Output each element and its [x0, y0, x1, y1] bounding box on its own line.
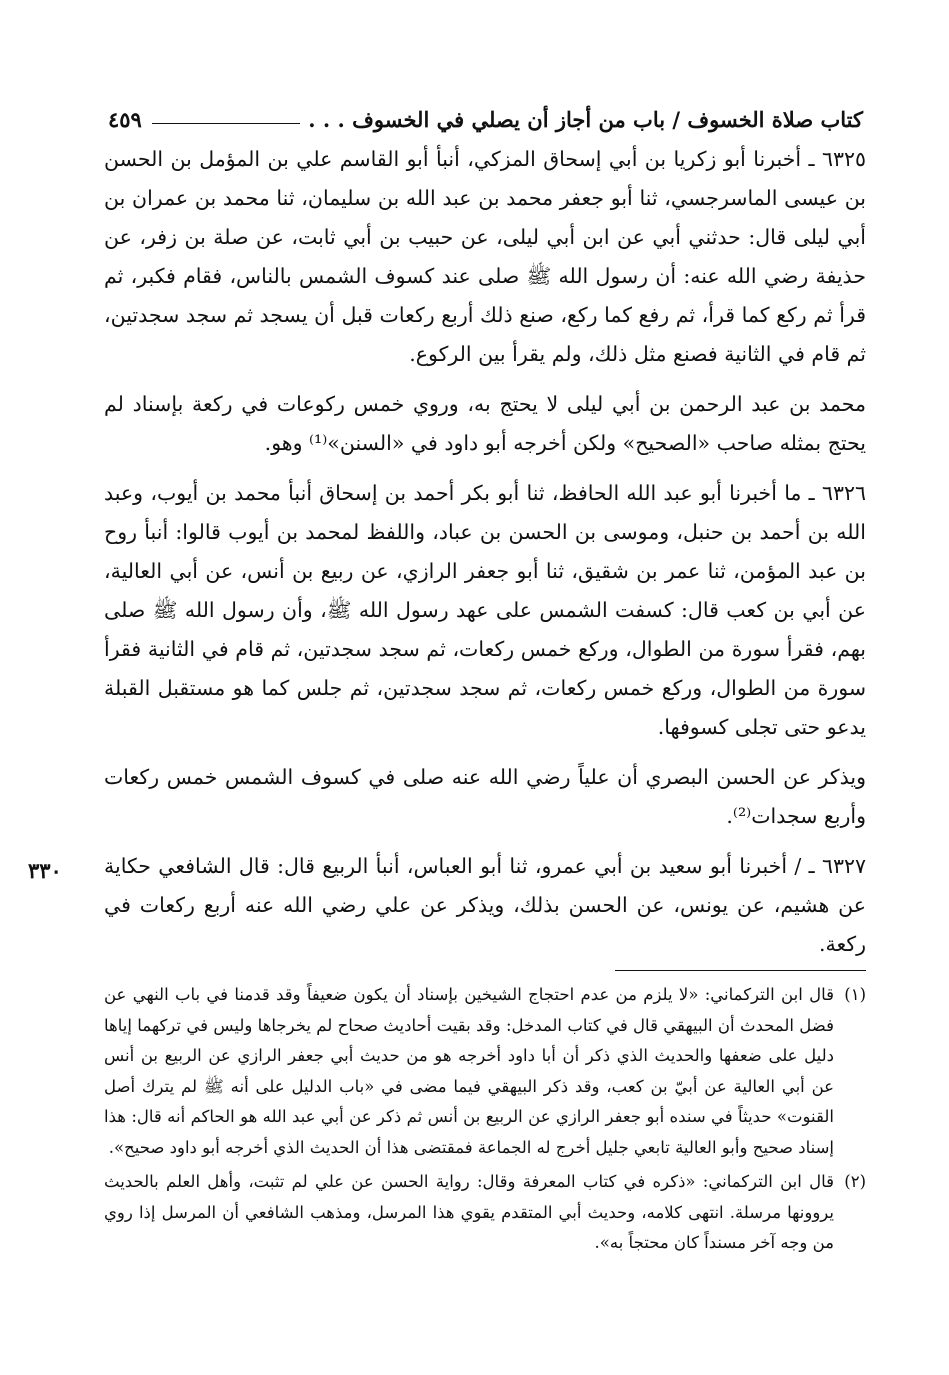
paragraph-hadith-6325: ٦٣٢٥ ـ أخبرنا أبو زكريا بن أبي إسحاق المزكي، أنبأ أبو القاسم علي بن المؤمل بن الحسن بن عيسى الماسرجسي، ثنا أبو جعفر محمد بن عبد الله بن سليمان، ثنا محمد بن عمران بن أبي ليلى قال: حدثني أبي عن ابن أبي ليلى، عن حبيب بن أبي ثابت، عن صلة بن زفر، عن حذيفة رضي الله عنه: أن رسول الله ﷺ صلى عند كسوف الشمس بالناس، فقام فكبر، ثم قرأ ثم ركع كما قرأ، ثم رفع كما ركع، صنع ذلك أربع ركعات قبل أن يسجد ثم سجد سجدتين، ثم قام في الثانية فصنع مثل ذلك، ولم يقرأ بين الركوع. — [104, 147, 866, 366]
paragraph-comment-2: ويذكر عن الحسن البصري أن علياً رضي الله عنه صلى في كسوف الشمس خمس ركعات وأربع سجدات⁽²⁾. — [104, 765, 866, 828]
footnote-text: قال ابن التركماني: «لا يلزم من عدم احتجاج الشيخين بإسناد أن يكون ضعيفاً وقد قدمنا في باب النهي عن فضل المحدث أن البيهقي قال في كتاب المدخل: وقد بقيت أحاديث صحاح لم يخرجاها وليس في تركهما إياها دليل على ضعفها والحديث الذي ذكر أن أبا داود أخرجه هو من حديث أبي جعفر الرازي عن الربيع بن أنس عن أبي العالية عن أبيّ بن كعب، وقد ذكر البيهقي فيما مضى في «باب الدليل على أنه ﷺ لم يترك أصل القنوت» حديثاً في سنده أبو جعفر الرازي عن الربيع بن أنس ثم ذكر عن أبي عبد الله هو الحاكم أنه قال: هذا إسناد صحيح وأبو العالية تابعي جليل أخرج له الجماعة فمقتضى هذا أن الحديث الذي أخرجه أبو داود صحيح». — [104, 985, 834, 1157]
footnote-marker: (٢) — [844, 1172, 866, 1191]
paragraph-hadith-6326: ٦٣٢٦ ـ ما أخبرنا أبو عبد الله الحافظ، ثنا أبو بكر أحمد بن إسحاق أنبأ محمد بن أيوب، وعبد الله بن أحمد بن حنبل، وموسى بن الحسن بن عباد، واللفظ لمحمد بن أيوب قالوا: أنبأ روح بن عبد المؤمن، ثنا عمر بن شقيق، ثنا أبو جعفر الرازي، عن ربيع بن أنس، عن أبي العالية، عن أبي بن كعب قال: كسفت الشمس على عهد رسول الله ﷺ، وأن رسول الله ﷺ صلى بهم، فقرأ سورة من الطوال، وركع خمس ركعات، ثم سجد سجدتين، ثم قام في الثانية فقرأ سورة من الطوال، وركع خمس ركعات، ثم سجد سجدتين، ثم جلس كما هو مستقبل القبلة يدعو حتى تجلى كسوفها. — [104, 481, 866, 739]
main-text — [104, 140, 866, 975]
footnotes — [104, 980, 866, 1263]
header-rule — [152, 123, 300, 124]
header-title: كتاب صلاة الخسوف / باب من أجاز أن يصلي في الخسوف . . . — [308, 107, 863, 132]
paragraph-hadith-6327: ٦٣٢٧ ـ / أخبرنا أبو سعيد بن أبي عمرو، ثنا أبو العباس، أنبأ الربيع قال: قال الشافعي حكاية عن هشيم، عن يونس، عن الحسن بذلك، ويذكر عن علي رضي الله عنه أربع ركعات في ركعة. — [104, 854, 866, 956]
paragraph-comment-1: محمد بن عبد الرحمن بن أبي ليلى لا يحتج به، وروي خمس ركوعات في ركعة بإسناد لم يحتج بمثله صاحب «الصحيح» ولكن أخرجه أبو داود في «السنن»⁽¹⁾ وهو. — [104, 392, 866, 455]
footnote-separator — [615, 970, 866, 971]
footnote — [104, 1167, 866, 1259]
running-header — [108, 98, 863, 132]
footnote-text: قال ابن التركماني: «ذكره في كتاب المعرفة وقال: رواية الحسن عن علي لم تثبت، وأهل العلم بالحديث يروونها مرسلة. انتهى كلامه، وحديث أبي المتقدم يقوي هذا المرسل، ومذهب الشافعي أن المرسل إذا روي من وجه آخر مسنداً كان محتجاً به». — [104, 1172, 834, 1252]
page-number: ٤٥٩ — [108, 107, 142, 132]
footnote-marker: (١) — [844, 985, 866, 1004]
margin-page-reference: ٣٣٠ — [28, 858, 62, 883]
footnote — [104, 980, 866, 1163]
